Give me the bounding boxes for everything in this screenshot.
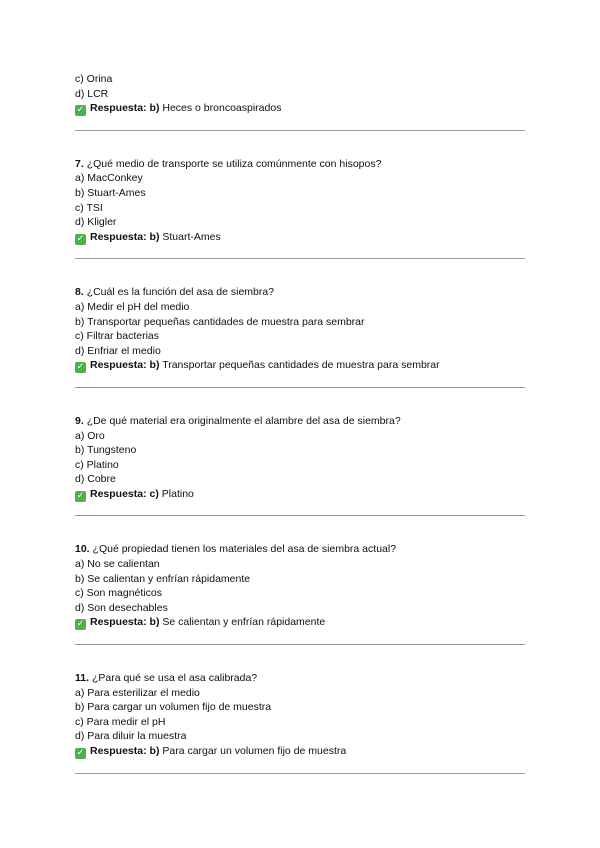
- option-a: a) No se calientan: [75, 558, 160, 571]
- answer-key: b): [149, 230, 160, 243]
- question-block-11: [75, 671, 525, 774]
- question-title: [75, 542, 525, 557]
- option-d: d) Kligler: [75, 216, 117, 229]
- question-block-7: [75, 157, 525, 260]
- question-block-8: [75, 285, 525, 388]
- answer-label: Respuesta:: [90, 102, 147, 115]
- check-mark-icon: ✓: [76, 362, 85, 373]
- option-b: b) Transportar pequeñas cantidades de muestra para sembrar: [75, 315, 365, 328]
- answer-label: Respuesta:: [90, 745, 147, 757]
- option-b: b) Stuart-Ames: [75, 186, 146, 199]
- divider: [75, 130, 525, 131]
- option-b: b) Se calientan y enfrían rápidamente: [75, 572, 251, 585]
- option-d: d) Cobre: [75, 473, 116, 486]
- answer-line: [75, 101, 525, 116]
- answer-key: b): [149, 359, 160, 372]
- divider: [75, 773, 525, 774]
- question-title: [75, 414, 525, 429]
- answer-label: Respuesta:: [90, 230, 147, 243]
- option-d: d) LCR: [75, 87, 109, 100]
- question-block-9: [75, 414, 525, 517]
- option-b: b) Tungsteno: [75, 444, 137, 457]
- answer-label: Respuesta:: [90, 359, 147, 372]
- question-text: ¿Qué propiedad tienen los materiales del asa de siembra actual?: [92, 543, 397, 556]
- check-mark-icon: ✓: [76, 233, 85, 244]
- option-a: a) Para esterilizar el medio: [75, 686, 200, 699]
- option-c: c) Para medir el pH: [75, 715, 166, 728]
- question-number: 9.: [75, 414, 84, 427]
- answer-label: Respuesta:: [90, 487, 147, 500]
- question-text: ¿Qué medio de transporte se utiliza comúnmente con hisopos?: [86, 157, 382, 170]
- answer-key: c): [149, 487, 159, 500]
- answer-text: Stuart-Ames: [162, 230, 221, 243]
- answer-key: b): [149, 745, 160, 757]
- divider: [75, 515, 525, 516]
- option-c: c) Platino: [75, 458, 119, 471]
- question-block-10: [75, 542, 525, 645]
- question-number: 11.: [75, 672, 90, 685]
- option-d: d) Son desechables: [75, 601, 168, 614]
- question-text: ¿De qué material era originalmente el alambre del asa de siembra?: [86, 414, 401, 427]
- option-a: a) Oro: [75, 429, 105, 442]
- check-mark-icon: ✓: [76, 490, 85, 501]
- option-c: c) Filtrar bacterias: [75, 330, 160, 343]
- answer-key: b): [149, 102, 160, 115]
- question-text: ¿Cuál es la función del asa de siembra?: [86, 286, 275, 299]
- option-c: c) Son magnéticos: [75, 587, 162, 600]
- option-c: c) Orina: [75, 73, 113, 85]
- option-c: c) TSI: [75, 201, 103, 214]
- option-d: d) Enfriar el medio: [75, 344, 161, 357]
- question-number: 10.: [75, 543, 90, 556]
- option-d: d) Para diluir la muestra: [75, 730, 187, 743]
- document-page: [75, 72, 525, 800]
- option-a: a) MacConkey: [75, 172, 143, 185]
- question-number: 8.: [75, 286, 84, 299]
- question-title: [75, 671, 525, 686]
- answer-line: [75, 487, 525, 502]
- option-b: b) Para cargar un volumen fijo de muestra: [75, 701, 272, 714]
- answer-line: [75, 744, 525, 759]
- question-number: 7.: [75, 157, 84, 170]
- divider: [75, 387, 525, 388]
- option-a: a) Medir el pH del medio: [75, 300, 190, 313]
- answer-text: Transportar pequeñas cantidades de muestra para sembrar: [162, 359, 440, 372]
- divider: [75, 644, 525, 645]
- answer-text: Heces o broncoaspirados: [162, 102, 282, 115]
- answer-text: Se calientan y enfrían rápidamente: [162, 616, 326, 629]
- check-mark-icon: ✓: [76, 105, 85, 116]
- question-title: [75, 285, 525, 300]
- answer-key: b): [149, 616, 160, 629]
- question-text: ¿Para qué se usa el asa calibrada?: [91, 672, 258, 685]
- check-mark-icon: ✓: [76, 748, 85, 758]
- check-mark-icon: ✓: [76, 619, 85, 630]
- answer-line: [75, 230, 525, 245]
- divider: [75, 258, 525, 259]
- answer-line: [75, 615, 525, 630]
- question-title: [75, 157, 525, 172]
- answer-line: [75, 358, 525, 373]
- answer-text: Para cargar un volumen fijo de muestra: [162, 745, 347, 757]
- answer-text: Platino: [161, 487, 194, 500]
- answer-label: Respuesta:: [90, 616, 147, 629]
- question-block-6-partial: [75, 72, 525, 131]
